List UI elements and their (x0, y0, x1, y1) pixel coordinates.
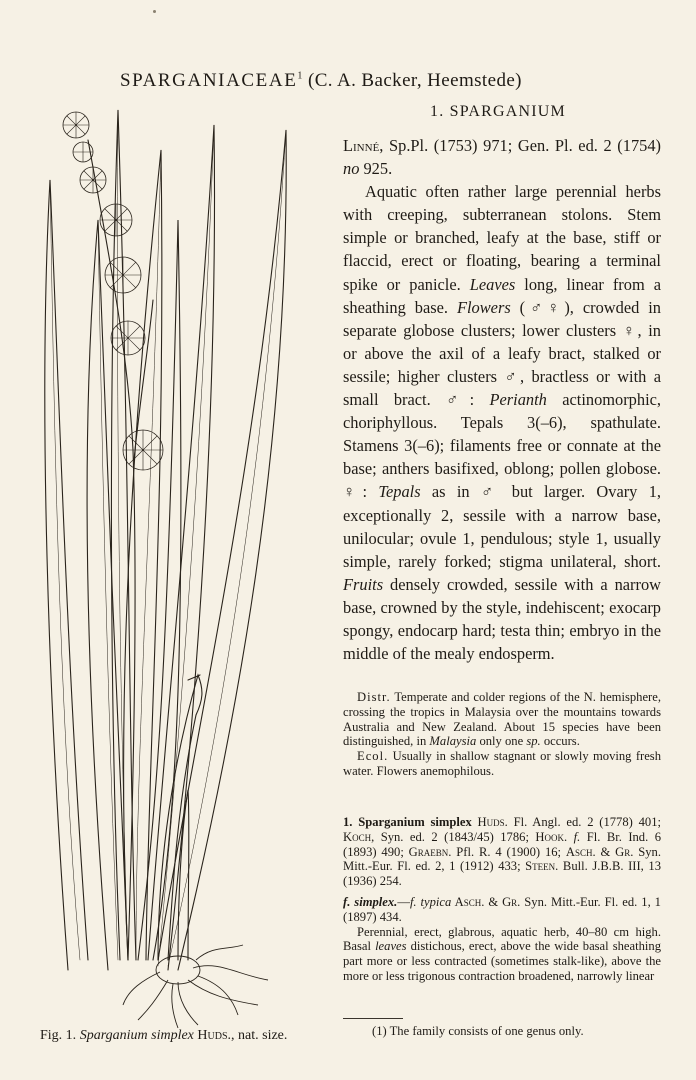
distribution (343, 690, 661, 749)
species-entry (343, 815, 661, 889)
figure-author: Huds. (193, 1028, 232, 1043)
species-name: 1. Sparganium simplex (343, 815, 472, 829)
text-tepals: as in ♂ but larger. Ovary 1, exceptionally 2, sessile with a narrow base, unilocular; ovule 1, pendulous; style 1, usually simple, rarely forked; stigma unilateral, short. (343, 482, 661, 571)
species-auth-6: Steen. (525, 859, 559, 874)
citation-rest: , Sp.Pl. (1753) 971; Gen. Pl. ed. 2 (1754) (379, 136, 661, 155)
forma-synonym: f. typica (409, 895, 452, 909)
forma-dash: — (397, 895, 410, 909)
distr-label: Distr. (357, 690, 391, 704)
forma-synonymy (343, 895, 661, 925)
forma-leaves: leaves (375, 939, 407, 954)
figure-caption (40, 1028, 340, 1044)
species-ref-6: Bull. J.B.B. III, 13 (1936) 254. (343, 859, 661, 889)
species-ref-2: Syn. ed. 2 (1843/45) 1786; (374, 829, 536, 844)
label-perianth: Perianth (489, 390, 547, 410)
forma-desc-1: Perennial, erect, glabrous, aquatic herb, 40–80 cm high. Basal (343, 924, 661, 954)
genus-name: SPARGANIUM (449, 103, 566, 120)
text-fruits: densely crowded, sessile with a narrow base, crowned by the style, indehiscent; exocarp spongy, endocarp hard; testa thin; embryo in the middle of the mealy endosperm. (343, 574, 661, 664)
forma-description (343, 925, 661, 984)
footnote-rule (343, 1018, 403, 1019)
distr-text: Temperate and colder regions of the N. hemisphere, crossing the tropics in Malaysia over the mountains towards Australia and New Zealand. About 15 species have been distinguished, in (343, 690, 661, 749)
distr-malaysia: Malaysia (429, 734, 477, 749)
distr-text-3: occurs. (540, 734, 580, 749)
genus-description (343, 134, 661, 665)
text-habit: Aquatic often rather large perennial herbs with creeping, subterranean stolons. Stem simple or branched, leafy at the base, stiff or flaccid, erect or floating, bearing a terminal spike or panicle. (343, 182, 661, 294)
sparganium-illustration (28, 100, 328, 1030)
forma-desc-2: distichous, erect, above the wide basal sheathing part more or less contracted (sometimes stalk-like), above the more or less trigonous contraction broadened, narrowly linear (343, 939, 661, 983)
family-heading (120, 70, 590, 92)
species-ref-5: Syn. Mitt.-Eur. Fl. ed. 2, 1 (1912) 433; (343, 844, 661, 874)
species-auth-3: Hook. (535, 829, 568, 844)
genus-heading (430, 103, 566, 121)
citation-author: Linné (343, 136, 380, 155)
species-author: Huds. (471, 815, 508, 829)
species-synonymy (343, 815, 661, 889)
footnote: (1) The family consists of one genus only. (372, 1024, 584, 1038)
forma-name: f. simplex. (343, 895, 398, 909)
family-footnote-mark: 1 (297, 70, 303, 82)
distr-sp: sp. (526, 734, 541, 749)
species-ref-3: Fl. Br. Ind. 6 (1893) 490; (343, 829, 662, 859)
citation-end: 925. (359, 159, 393, 179)
figure-rest: , nat. size. (231, 1028, 288, 1043)
label-flowers: Flowers (456, 297, 511, 317)
species-ref-4: Pfl. R. 4 (1900) 16; (451, 844, 566, 859)
figure-species: Sparganium simplex (79, 1028, 194, 1043)
label-tepals: Tepals (378, 482, 421, 502)
forma-ref: Syn. Mitt.-Eur. Fl. ed. 1, 1 (1897) 434. (343, 895, 661, 924)
ecol-label: Ecol. (357, 749, 389, 764)
species-auth-5: Asch. & Gr. (565, 844, 634, 859)
ecol-text: Usually in shallow stagnant or slowly moving fresh water. Flowers anemophilous. (343, 749, 661, 778)
distr-text-2: only one (476, 734, 527, 749)
family-name: SPARGANIACEAE (120, 70, 298, 91)
species-auth-4: Graebn. (408, 844, 452, 859)
page-speck (153, 10, 156, 13)
text-perianth: actinomorphic, choriphyllous. Tepals 3(–6), spathulate. Stamens 3(–6); filaments free or connate at the base; anthers basifixed, oblong; pollen globose. ♀: (343, 390, 661, 502)
species-f: f. (567, 829, 581, 844)
forma-entry (343, 895, 661, 984)
text-flowers: (♂♀), crowded in separate globose clusters; lower clusters ♀, in or above the axil of a leafy bract, stalked or sessile; higher clusters ♂, bractless or with a small bract. ♂: (343, 297, 662, 410)
label-fruits: Fruits (343, 574, 384, 594)
distribution-ecology (343, 690, 661, 779)
text-leaves: long, linear from a sheathing base. (343, 274, 662, 317)
citation-no: no (343, 159, 360, 179)
species-auth-2: Koch, (343, 829, 375, 844)
species-ref-1: Fl. Angl. ed. 2 (1778) 401; (507, 815, 662, 829)
ecology (343, 749, 661, 779)
genus-characters (343, 180, 661, 665)
forma-author: Asch. & Gr. (451, 895, 521, 909)
label-leaves: Leaves (469, 274, 516, 294)
genus-citation (343, 134, 661, 180)
genus-number: 1. (430, 103, 450, 120)
family-author: (C. A. Backer, Heemstede) (302, 70, 522, 91)
figure-label: Fig. 1. (40, 1028, 80, 1043)
